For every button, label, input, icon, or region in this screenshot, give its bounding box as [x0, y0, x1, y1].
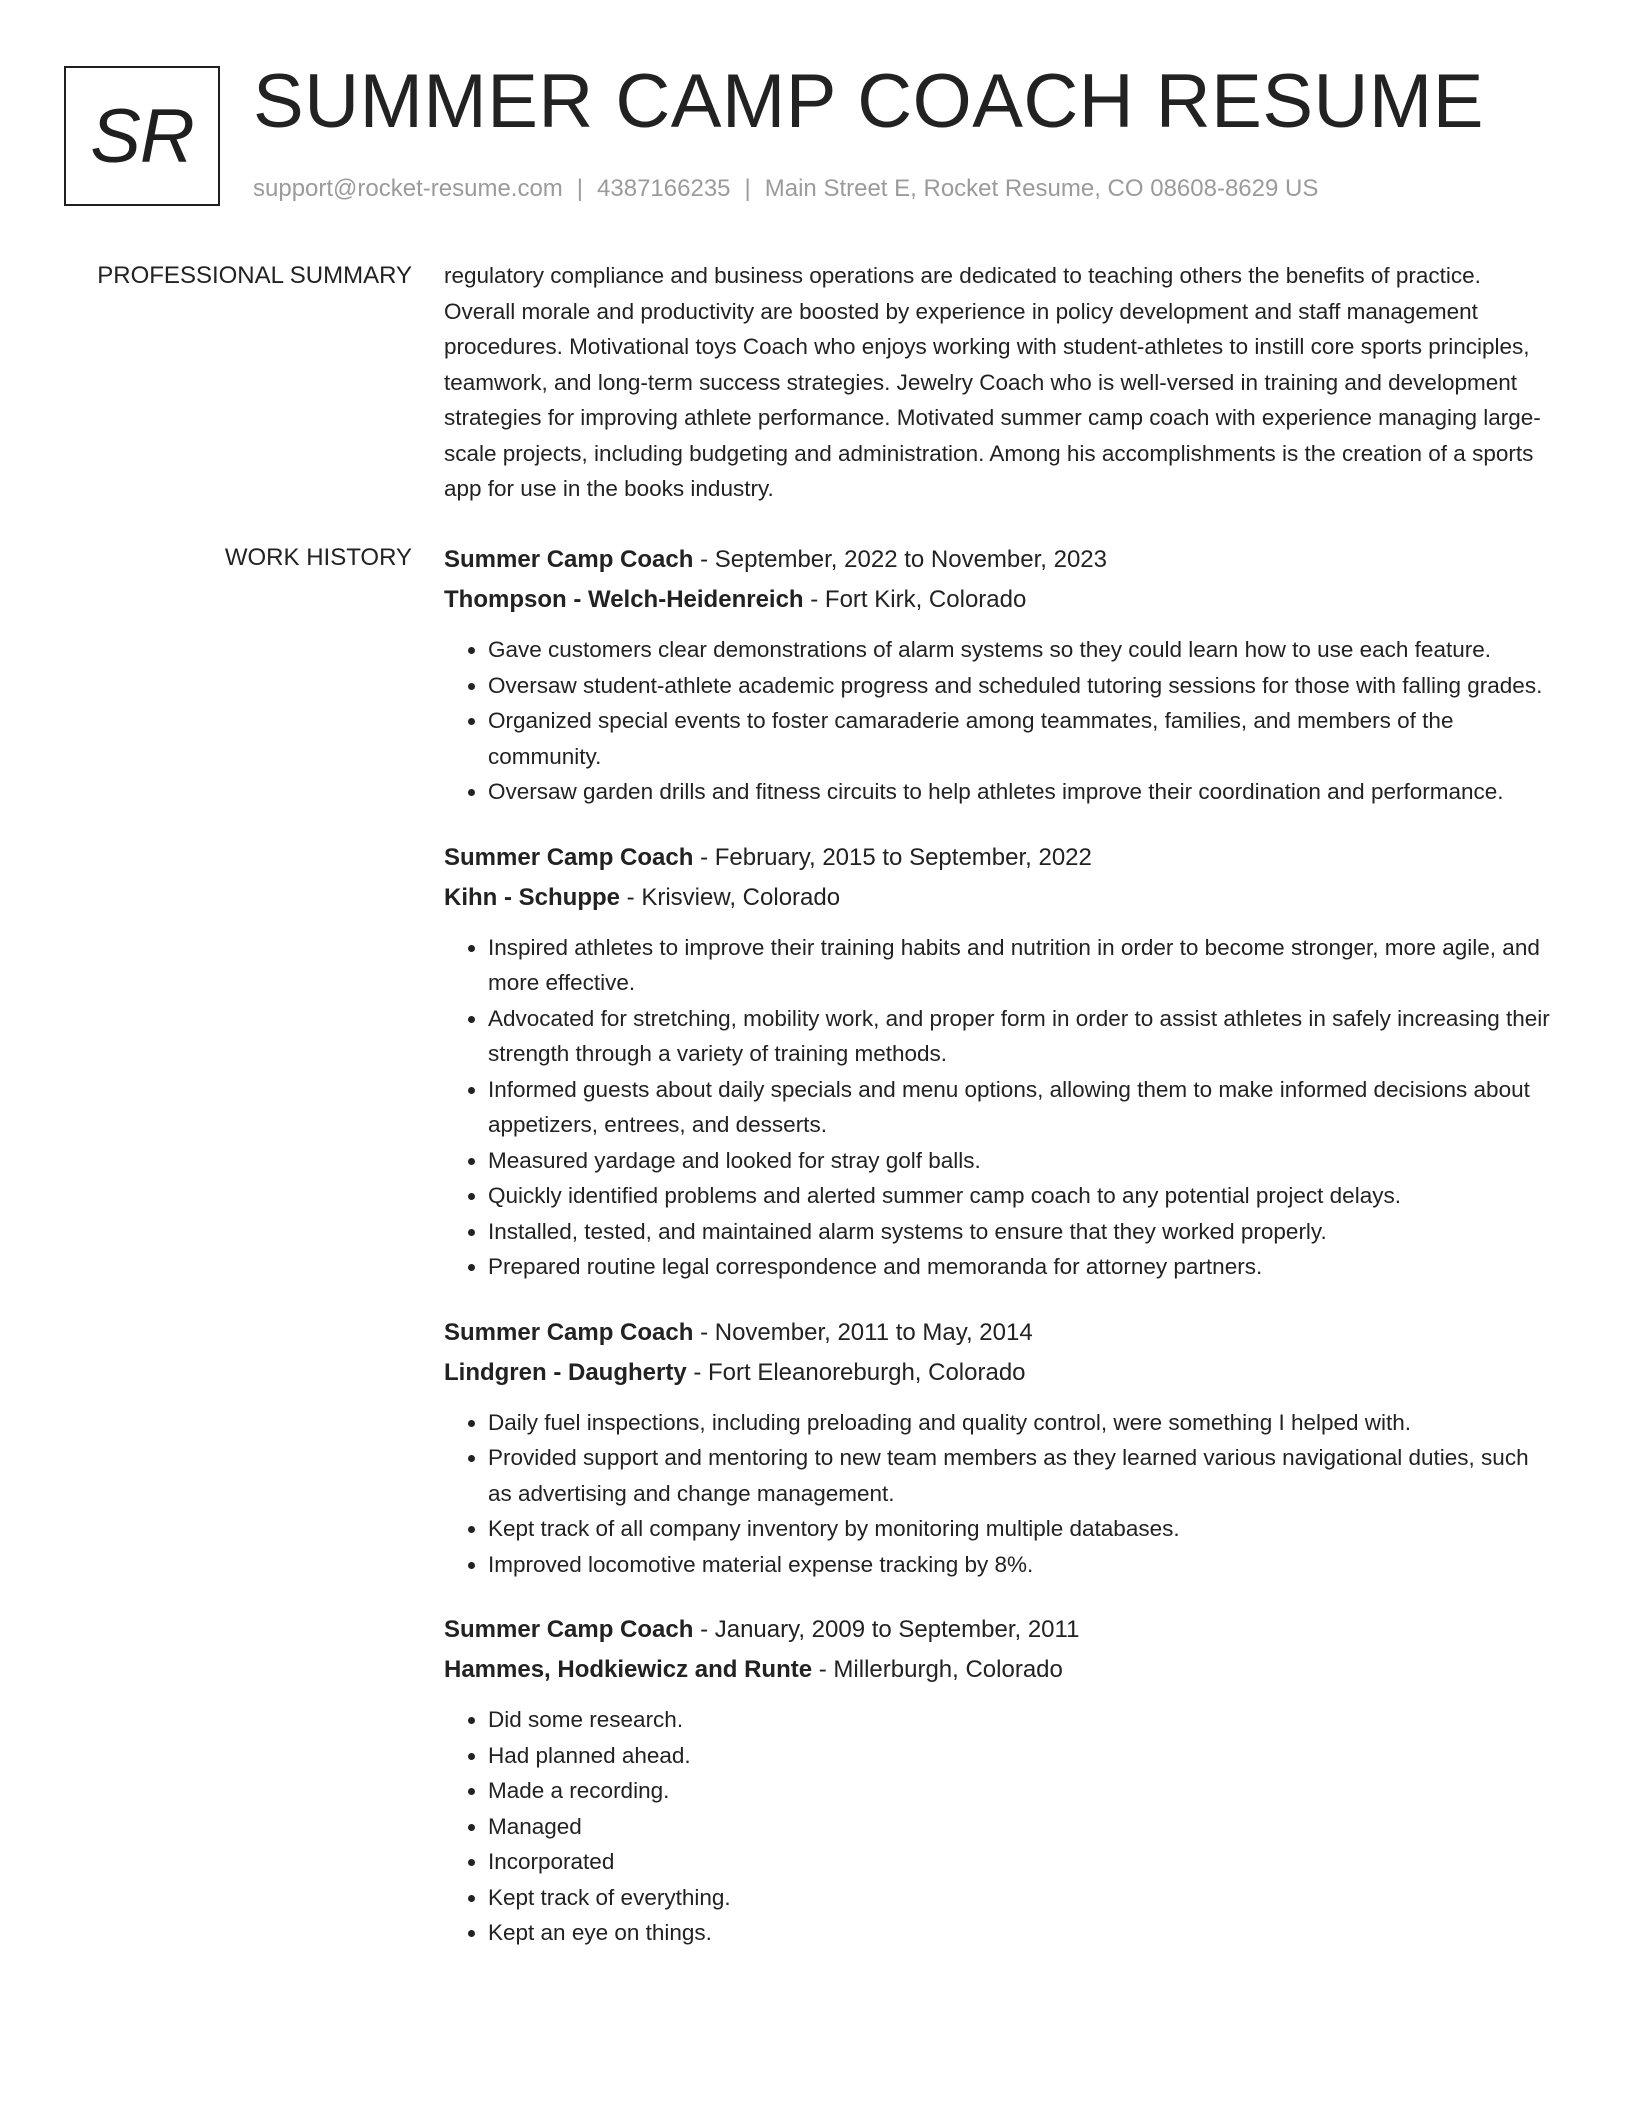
contact-line: [253, 174, 1318, 204]
job-bullet-item: • Provided support and mentoring to new team members as they learned various navigational duties, such as advertising and change management.: [488, 1440, 1552, 1511]
job-bullet-item: • Made a recording.: [488, 1773, 1552, 1809]
job-bullet-item: • Kept an eye on things.: [488, 1915, 1552, 1951]
job-title: Summer Camp Coach: [444, 1318, 694, 1346]
contact-email: support@rocket-resume.com: [253, 175, 563, 202]
job-location: - Fort Eleanoreburgh, Colorado: [686, 1358, 1026, 1386]
job-bullet-item: • Oversaw garden drills and fitness circuits to help athletes improve their coordination and performance.: [488, 774, 1552, 810]
job-dates: - February, 2015 to September, 2022: [693, 843, 1092, 871]
job-dates: - November, 2011 to May, 2014: [693, 1318, 1033, 1346]
job-company: Hammes, Hodkiewicz and Runte: [444, 1656, 813, 1683]
job-title-line: [444, 1610, 1552, 1650]
job-bullet-list: [444, 632, 1552, 810]
job-bullet-item: • Inspired athletes to improve their training habits and nutrition in order to become stronger, more agile, and more effective.: [488, 930, 1552, 1001]
job-bullet-item: • Measured yardage and looked for stray golf balls.: [488, 1143, 1552, 1179]
job-bullet-item: • Installed, tested, and maintained alarm systems to ensure that they worked properly.: [488, 1214, 1552, 1250]
job-title: Summer Camp Coach: [444, 546, 694, 573]
contact-address: Main Street E, Rocket Resume, CO 08608-8629 US: [764, 175, 1319, 202]
job-title-line: [444, 540, 1552, 580]
job-bullet-item: • Kept track of everything.: [488, 1880, 1552, 1916]
job-location: - Fort Kirk, Colorado: [803, 586, 1027, 613]
job-bullet-item: • Did some research.: [488, 1702, 1552, 1738]
summary-text: regulatory compliance and business operations are dedicated to teaching others the benefits of practice. Overall morale and productivity are boosted by experience in policy development and staff management procedures. Motivational toys Coach who enjoys working with student-athletes to instill core sports principles, teamwork, and long-term success strategies. Jewelry Coach who is well-versed in training and development strategies for improving athlete performance. Motivated summer camp coach with experience managing large-scale projects, including budgeting and administration. Among his accomplishments is the creation of a sports app for use in the books industry.: [444, 263, 1541, 501]
job-bullet-item: • Gave customers clear demonstrations of alarm systems so they could learn how to use each feature.: [488, 632, 1552, 668]
job-title-line: [444, 838, 1552, 878]
job-bullet-item: • Advocated for stretching, mobility work, and proper form in order to assist athletes in safely increasing their strength through a variety of training methods.: [488, 1001, 1552, 1072]
job-title: Summer Camp Coach: [444, 1616, 694, 1643]
job-bullet-item: • Prepared routine legal correspondence and memoranda for attorney partners.: [488, 1249, 1552, 1285]
job-bullet-item: • Daily fuel inspections, including preloading and quality control, were something I helped with.: [488, 1405, 1552, 1441]
job-bullet-item: • Organized special events to foster camaraderie among teammates, families, and members of the community.: [488, 703, 1552, 774]
job-company-line: [444, 878, 1552, 918]
job-location: - Krisview, Colorado: [620, 883, 841, 911]
monogram-initials: SR: [90, 93, 194, 179]
job-bullet-item: • Informed guests about daily specials and menu options, allowing them to make informed decisions about appetizers, entrees, and desserts.: [488, 1072, 1552, 1143]
job-entry: [444, 1313, 1552, 1583]
job-bullet-item: • Managed: [488, 1809, 1552, 1845]
job-dates: - September, 2022 to November, 2023: [693, 546, 1107, 573]
job-bullet-item: • Incorporated: [488, 1844, 1552, 1880]
summary-heading: PROFESSIONAL SUMMARY: [97, 262, 412, 289]
job-bullet-item: • Oversaw student-athlete academic progress and scheduled tutoring sessions for those with falling grades.: [488, 668, 1552, 704]
contact-phone: 4387166235: [597, 175, 731, 202]
job-dates: - January, 2009 to September, 2011: [693, 1616, 1080, 1643]
contact-separator: |: [576, 175, 584, 202]
work-history-body: [444, 540, 1552, 1979]
job-entry: [444, 1610, 1552, 1951]
contact-separator: |: [744, 175, 751, 202]
job-bullet-list: [444, 1702, 1552, 1951]
job-company: Thompson - Welch-Heidenreich: [444, 586, 804, 613]
job-title: Summer Camp Coach: [444, 843, 694, 871]
job-entry: [444, 838, 1552, 1285]
summary-body: [444, 258, 1552, 507]
job-company-line: [444, 580, 1552, 620]
job-bullet-item: • Improved locomotive material expense tracking by 8%.: [488, 1547, 1552, 1583]
job-entry: [444, 540, 1552, 810]
job-bullet-item: • Kept track of all company inventory by monitoring multiple databases.: [488, 1511, 1552, 1547]
monogram-logo: [64, 66, 220, 206]
job-title-line: [444, 1313, 1552, 1353]
job-company-line: [444, 1650, 1552, 1690]
job-company: Lindgren - Daugherty: [444, 1358, 687, 1386]
job-bullet-list: [444, 1405, 1552, 1583]
job-company: Kihn - Schuppe: [444, 883, 620, 911]
job-location: - Millerburgh, Colorado: [812, 1656, 1063, 1683]
resume-title: SUMMER CAMP COACH RESUME: [253, 59, 1484, 144]
job-bullet-item: • Had planned ahead.: [488, 1738, 1552, 1774]
job-bullet-item: • Quickly identified problems and alerted summer camp coach to any potential project delays.: [488, 1178, 1552, 1214]
job-bullet-list: [444, 930, 1552, 1285]
work-history-heading: WORK HISTORY: [224, 544, 412, 571]
job-company-line: [444, 1353, 1552, 1393]
